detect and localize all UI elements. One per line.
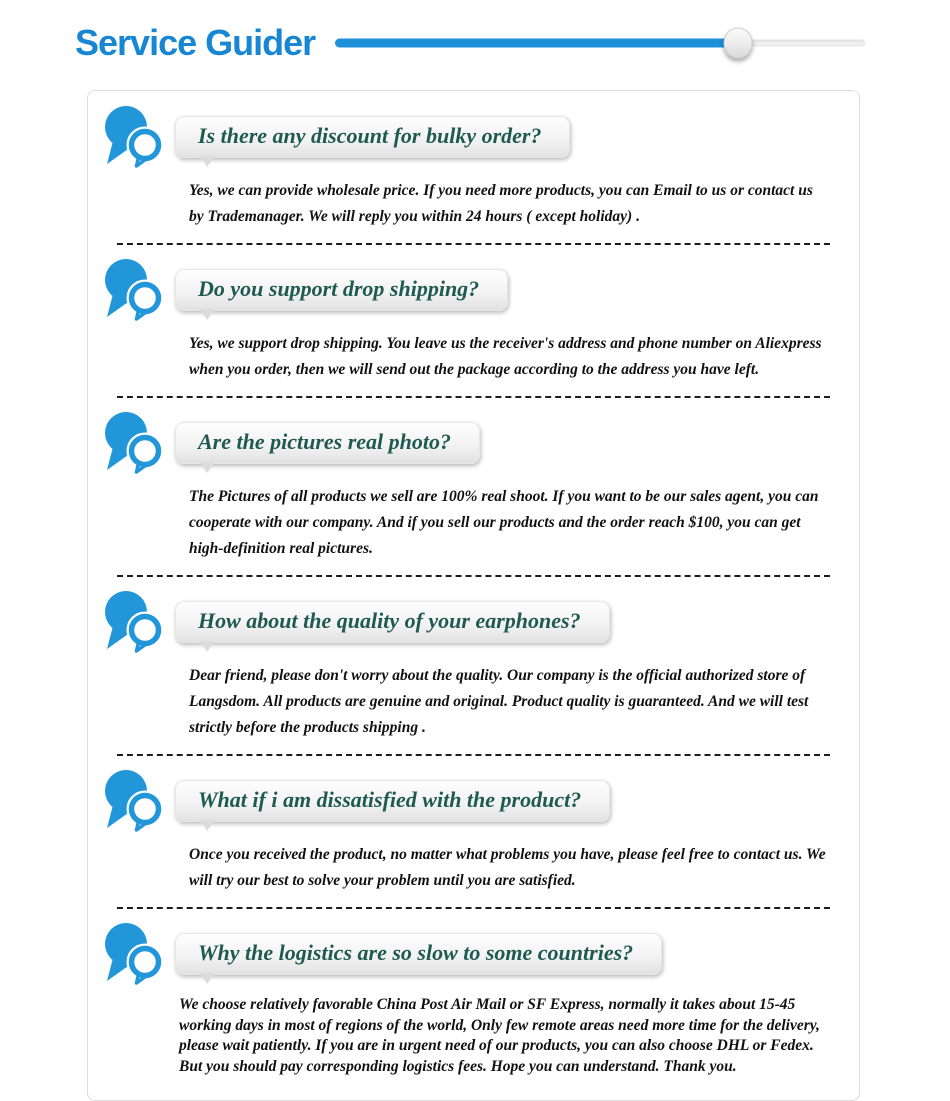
chat-bubbles-icon <box>101 922 169 986</box>
answer-text: Dear friend, please don't worry about the quality. Our company is the official authorized store of Langsdom. All products are genuine and original. Product quality is guaranteed. And we will test strictly before the products shipping . <box>189 667 809 737</box>
slider-track-filled <box>335 39 738 48</box>
dashed-separator <box>117 243 830 245</box>
dashed-separator <box>117 907 830 909</box>
faq-question-row <box>101 922 845 986</box>
answer-text: Once you received the product, no matter what problems you have, please feel free to contact us. We will try our best to solve your problem until you are satisfied. <box>189 846 826 890</box>
question-text: What if i am dissatisfied with the product? <box>198 787 582 813</box>
faq-item <box>101 590 845 741</box>
faq-item <box>101 769 845 894</box>
page-title: Service Guider <box>75 22 316 63</box>
chat-bubbles-icon <box>101 769 169 833</box>
faq-question-row <box>101 105 845 169</box>
faq-item <box>101 258 845 383</box>
question-text: Is there any discount for bulky order? <box>198 123 542 148</box>
question-title <box>175 780 610 822</box>
question-title <box>175 933 662 975</box>
faq-item <box>101 922 845 1077</box>
question-text: Do you support drop shipping? <box>198 276 480 302</box>
slider-knob[interactable] <box>723 28 752 59</box>
question-title <box>175 269 508 311</box>
dashed-separator <box>117 396 830 398</box>
answer-text: We choose relatively favorable China Post Air Mail or SF Express, normally it takes about 15-45 working days in most of regions of the world, Only few remote areas need more time for the delivery, please wait patiently. If you are in urgent need of our products, you can also choose DHL or Fedex. But you should pay corresponding logistics fees. Hope you can understand. Thank you. <box>179 996 820 1075</box>
faq-question-row <box>101 769 845 833</box>
faq-item <box>101 411 845 562</box>
question-title <box>175 422 480 464</box>
faq-panel <box>87 90 860 1101</box>
chat-bubbles-icon <box>101 258 169 322</box>
dashed-separator <box>117 575 830 577</box>
question-title <box>175 116 570 158</box>
answer-text: The Pictures of all products we sell are 100% real shoot. If you want to be our sales agent, you can cooperate with our company. And if you sell our products and the order reach $100, you can get high-definition real pictures. <box>189 488 819 558</box>
question-text: Are the pictures real photo? <box>198 429 452 455</box>
faq-question-row <box>101 590 845 654</box>
question-text: How about the quality of your earphones? <box>198 608 581 634</box>
question-title <box>175 601 610 643</box>
answer-text: Yes, we can provide wholesale price. If you need more products, you can Email to us or contact us by Trademanager. We will reply you within 24 hours ( except holiday) . <box>189 182 813 226</box>
chat-bubbles-icon <box>101 105 169 169</box>
faq-question-row <box>101 411 845 475</box>
page-header <box>0 0 950 76</box>
dashed-separator <box>117 754 830 756</box>
chat-bubbles-icon <box>101 411 169 475</box>
question-text: Why the logistics are so slow to some countries? <box>198 940 634 966</box>
chat-bubbles-icon <box>101 590 169 654</box>
faq-item <box>101 105 845 230</box>
progress-slider[interactable] <box>335 26 865 60</box>
answer-text: Yes, we support drop shipping. You leave us the receiver's address and phone number on Aliexpress when you order, then we will send out the package according to the address you have left. <box>189 335 822 379</box>
faq-question-row <box>101 258 845 322</box>
